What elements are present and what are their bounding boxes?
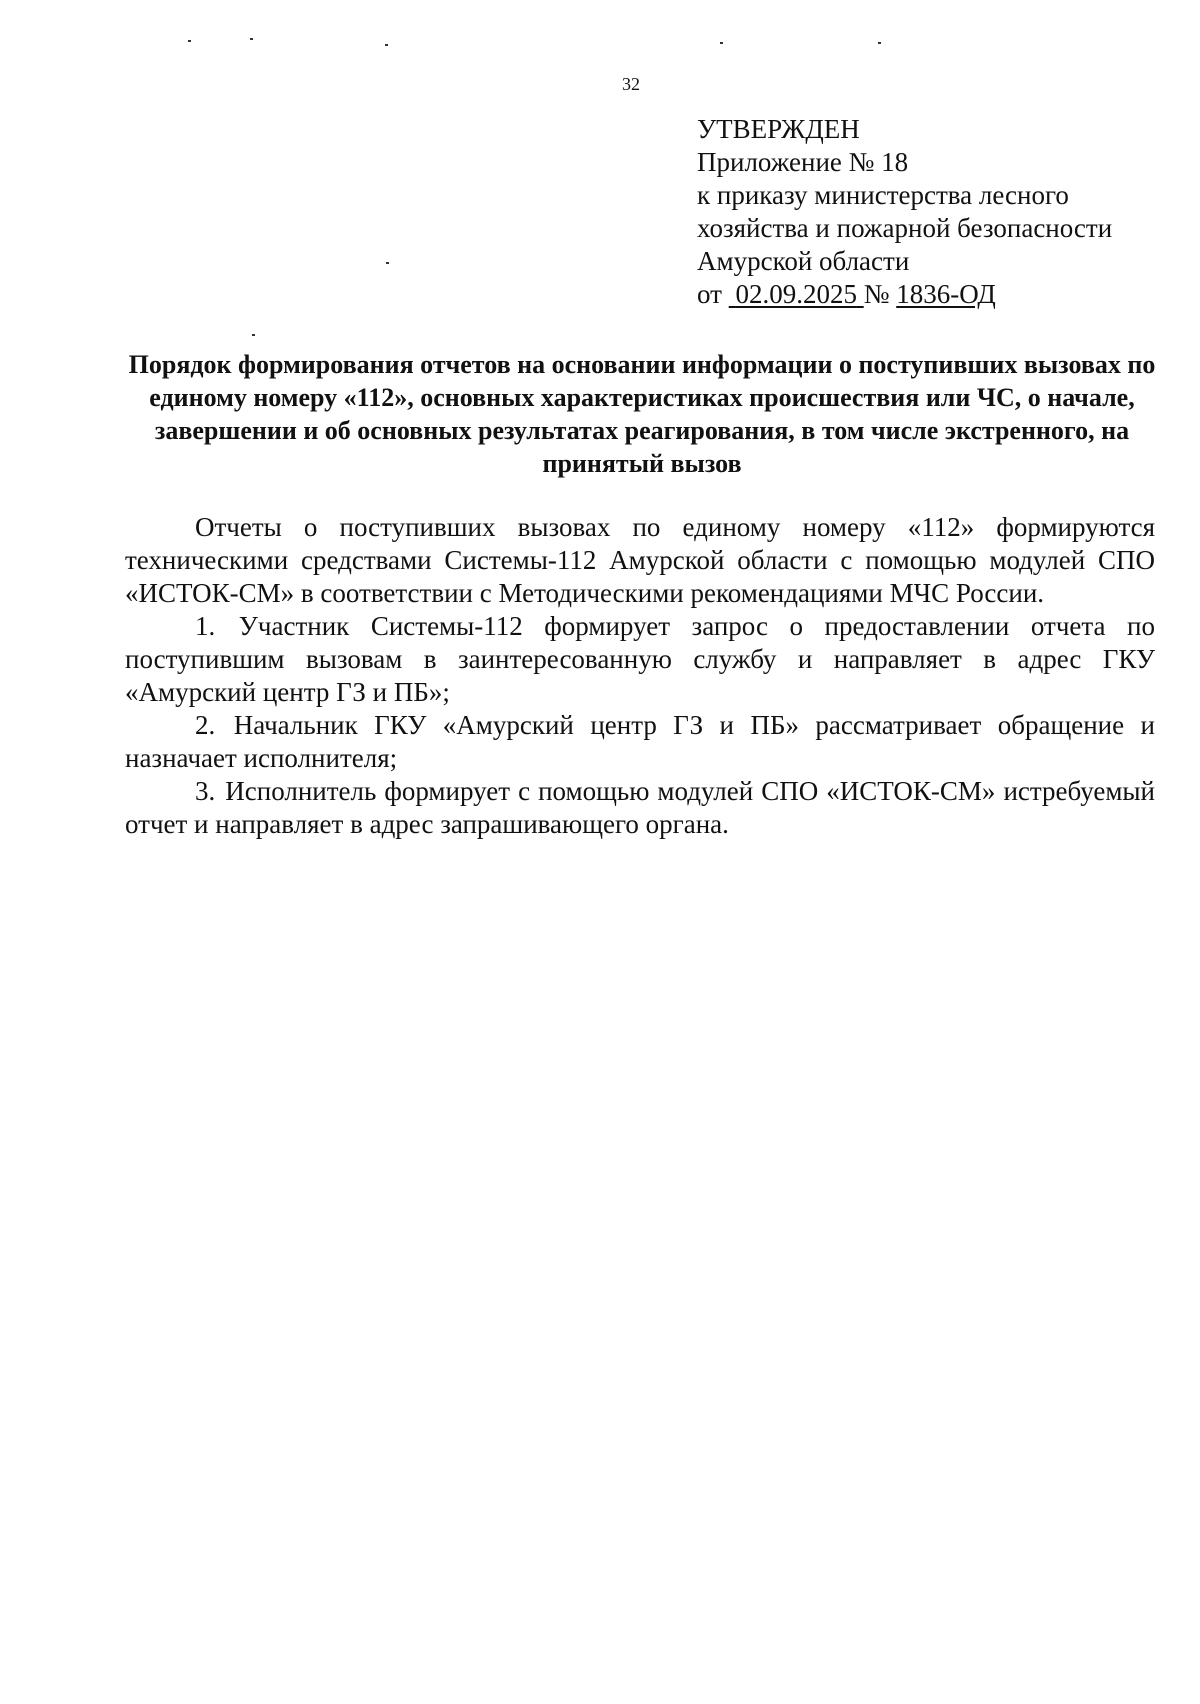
scan-speck — [252, 334, 255, 336]
item-number: 2. — [195, 710, 216, 740]
order-number: 1836-ОД — [896, 279, 996, 309]
list-item — [125, 709, 1155, 775]
list-item — [125, 775, 1155, 841]
document-title: Порядок формирования отчетов на основании информации о поступивших вызовах по единому номеру «112», основных характеристиках происшествия или ЧС, о начале, завершении и об основных результатах реагирования, в том числе экстренного, на принятый вызов — [128, 350, 1156, 478]
item-number: 3. — [195, 776, 216, 806]
appendix-label: Приложение № 18 — [697, 147, 909, 177]
document-body — [125, 511, 1155, 841]
order-date-line — [697, 278, 1177, 311]
item-text: Исполнитель формирует с помощью модулей СПО «ИСТОК-СМ» истребуемый отчет и направляет в адрес запрашивающего органа. — [125, 776, 1156, 839]
scan-speck — [878, 42, 881, 44]
date-prefix: от — [697, 279, 722, 309]
scan-speck — [720, 42, 723, 44]
scan-speck — [250, 38, 253, 40]
intro-paragraph: Отчеты о поступивших вызовах по единому номеру «112» формируются техническими средствами Системы-112 Амурской области с помощью модулей СПО «ИСТОК-СМ» в соответствии с Методическими рекомендациями МЧС России. — [125, 512, 1155, 608]
item-text: Начальник ГКУ «Амурский центр ГЗ и ПБ» рассматривает обращение и назначает исполнителя; — [125, 710, 1155, 773]
item-text: Участник Системы-112 формирует запрос о предоставлении отчета по поступившим вызовам в заинтересованную службу и направляет в адрес ГКУ «Амурский центр ГЗ и ПБ»; — [125, 611, 1155, 707]
number-prefix: № — [863, 279, 890, 309]
approval-block — [697, 113, 1177, 311]
order-line-1: к приказу министерства лесного — [697, 180, 1069, 210]
scan-speck — [385, 44, 388, 46]
list-item — [125, 610, 1155, 709]
scan-speck — [386, 262, 389, 264]
approval-stamp: УТВЕРЖДЕН — [697, 114, 860, 144]
scan-speck — [188, 40, 191, 42]
item-number: 1. — [195, 611, 216, 641]
page-number: 32 — [622, 74, 640, 94]
order-line-2: хозяйства и пожарной безопасности — [697, 213, 1113, 243]
order-line-3: Амурской области — [697, 246, 910, 276]
order-date: 02.09.2025 — [735, 279, 857, 309]
